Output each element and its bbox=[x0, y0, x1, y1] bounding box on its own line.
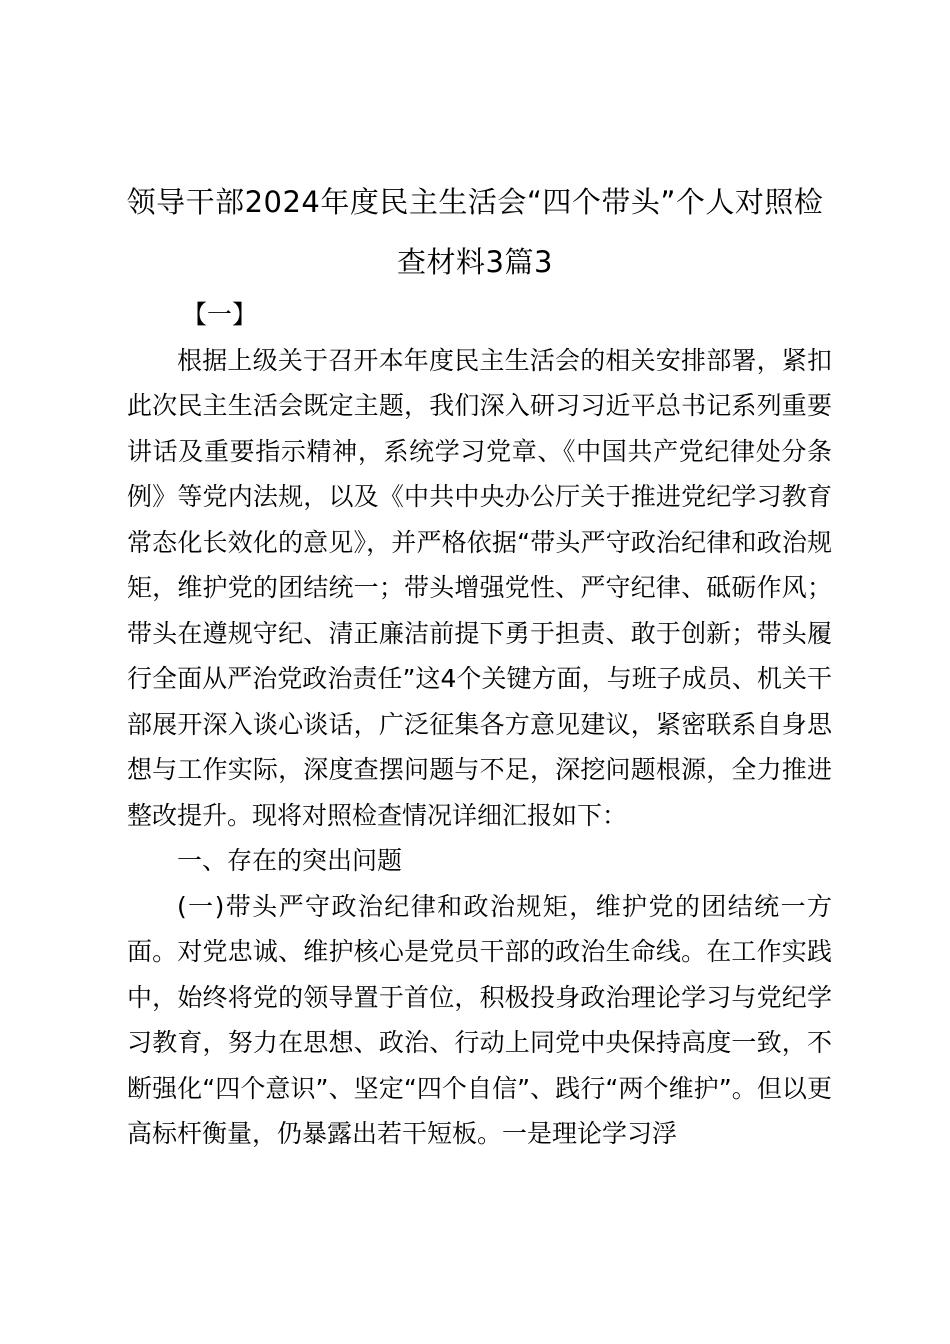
heading-problems: 一、存在的突出问题 bbox=[177, 846, 403, 875]
paragraph-political-discipline: (一)带头严守政治纪律和政治规矩，维护党的团结统一方面。对党忠诚、维护核心是党员干部的政治生命线。在工作实践中，始终将党的领导置于首位，积极投身政治理论学习与党纪学习教育，努力在思想、政治、行动上同党中央保持高度一致，不断强化“四个意识”、坚定“四个自信”、践行“两个维护”。但以更高标杆衡量，仍暴露出若干短板。一是理论学习浮 bbox=[127, 891, 832, 1148]
document-body bbox=[127, 292, 832, 1157]
paragraph-intro: 根据上级关于召开本年度民主生活会的相关安排部署，紧扣此次民主生活会既定主题，我们深入研习习近平总书记系列重要讲话及重要指示精神，系统学习党章、《中国共产党纪律处分条例》等党内法规，以及《中共中央办公厅关于推进党纪学习教育常态化长效化的意见》，并严格依据“带头严守政治纪律和政治规矩，维护党的团结统一；带头增强党性、严守纪律、砥砺作风；带头在遵规守纪、清正廉洁前提下勇于担责、敢于创新；带头履行全面从严治党政治责任”这4个关键方面，与班子成员、机关干部展开深入谈心谈话，广泛征集各方意见建议，紧密联系自身思想与工作实际，深度查摆问题与不足，深挖问题根源，全力推进整改提升。现将对照检查情况详细汇报如下： bbox=[127, 345, 832, 830]
document-title: 领导干部2024年度民主生活会“四个带头”个人对照检查材料3篇3 bbox=[126, 185, 824, 279]
section-marker: 【一】 bbox=[182, 300, 258, 329]
